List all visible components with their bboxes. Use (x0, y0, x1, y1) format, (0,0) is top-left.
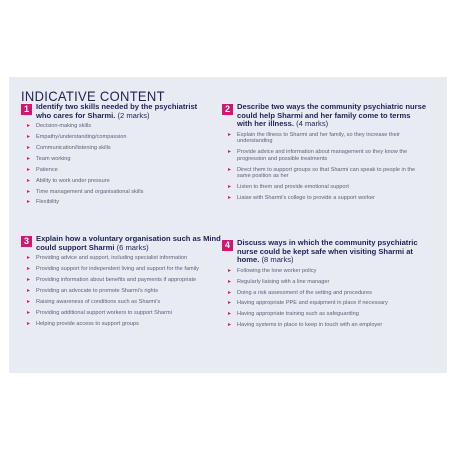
question-number: 3 (21, 236, 32, 247)
question-4 (222, 239, 437, 333)
list-item: ▸ Ability to work under pressure (21, 178, 206, 185)
list-item: ▸ Liaise with Sharmi's college to provide a support worker (222, 195, 427, 202)
list-item: ▸ Regularly liaising with a line manager (222, 279, 437, 286)
list-item: ▸ Patience (21, 167, 206, 174)
list-item: ▸ Having appropriate PPE and equipment in place if necessary (222, 300, 437, 307)
list-item: ▸ Explain the illness to Sharmi and her family, so they increase their understanding (222, 132, 427, 145)
list-item: ▸ Direct them to support groups so that Sharmi can speak to people in the same position as her (222, 167, 427, 180)
page-heading: INDICATIVE CONTENT (21, 88, 165, 105)
list-item: ▸ Providing advice and support, including specialist information (21, 255, 221, 262)
list-item: ▸ Listen to them and provide emotional support (222, 184, 427, 191)
question-text: Explain how a voluntary organisation such as Mind could support Sharmi (6 marks) (36, 234, 221, 252)
answer-list (21, 123, 206, 206)
question-number: 2 (222, 104, 233, 115)
answer-list (222, 132, 427, 202)
list-item: ▸ Providing support for independent living and support for the family (21, 266, 221, 273)
list-item: ▸ Having appropriate training such as safeguarding (222, 311, 437, 318)
list-item: ▸ Following the lone worker policy (222, 268, 437, 275)
question-2 (222, 103, 427, 206)
answer-list (21, 255, 221, 327)
question-number: 4 (222, 240, 233, 251)
list-item: ▸ Having systems in place to keep in touch with an employer (222, 322, 437, 329)
question-text: Discuss ways in which the community psychiatric nurse could be kept safe when visiting Sharmi at home. (8 marks) (237, 238, 418, 265)
list-item: ▸ Communication/listening skills (21, 145, 206, 152)
question-3 (21, 235, 221, 331)
list-item: ▸ Providing information about benefits and payments if appropriate (21, 277, 221, 284)
question-marks: (2 marks) (117, 110, 150, 120)
list-item: ▸ Decision-making skills (21, 123, 206, 130)
question-marks: (8 marks) (261, 255, 294, 265)
list-item: ▸ Helping provide access to support groups (21, 321, 221, 328)
question-text: Identify two skills needed by the psychiatrist who cares for Sharmi. (2 marks) (36, 102, 198, 120)
answer-list (222, 268, 437, 329)
question-1 (21, 103, 206, 210)
list-item: ▸ Raising awareness of conditions such as Sharmi's (21, 299, 221, 306)
question-marks: (4 marks) (296, 119, 329, 129)
list-item: ▸ Empathy/understanding/compassion (21, 134, 206, 141)
question-text: Describe two ways the community psychiatric nurse could help Sharmi and her family come to terms with her illness. (4 marks) (237, 102, 427, 129)
list-item: ▸ Providing additional support workers to support Sharmi (21, 310, 221, 317)
list-item: ▸ Team working (21, 156, 206, 163)
list-item: ▸ Flexibility (21, 199, 206, 206)
list-item: ▸ Time management and organisational skills (21, 189, 206, 196)
list-item: ▸ Provide advice and information about management so they know the progression and possible treatments (222, 149, 427, 162)
list-item: ▸ Providing an advocate to promote Sharmi's rights (21, 288, 221, 295)
question-marks: (6 marks) (116, 242, 149, 252)
list-item: ▸ Doing a risk assessment of the setting and procedures (222, 290, 437, 297)
question-number: 1 (21, 104, 32, 115)
